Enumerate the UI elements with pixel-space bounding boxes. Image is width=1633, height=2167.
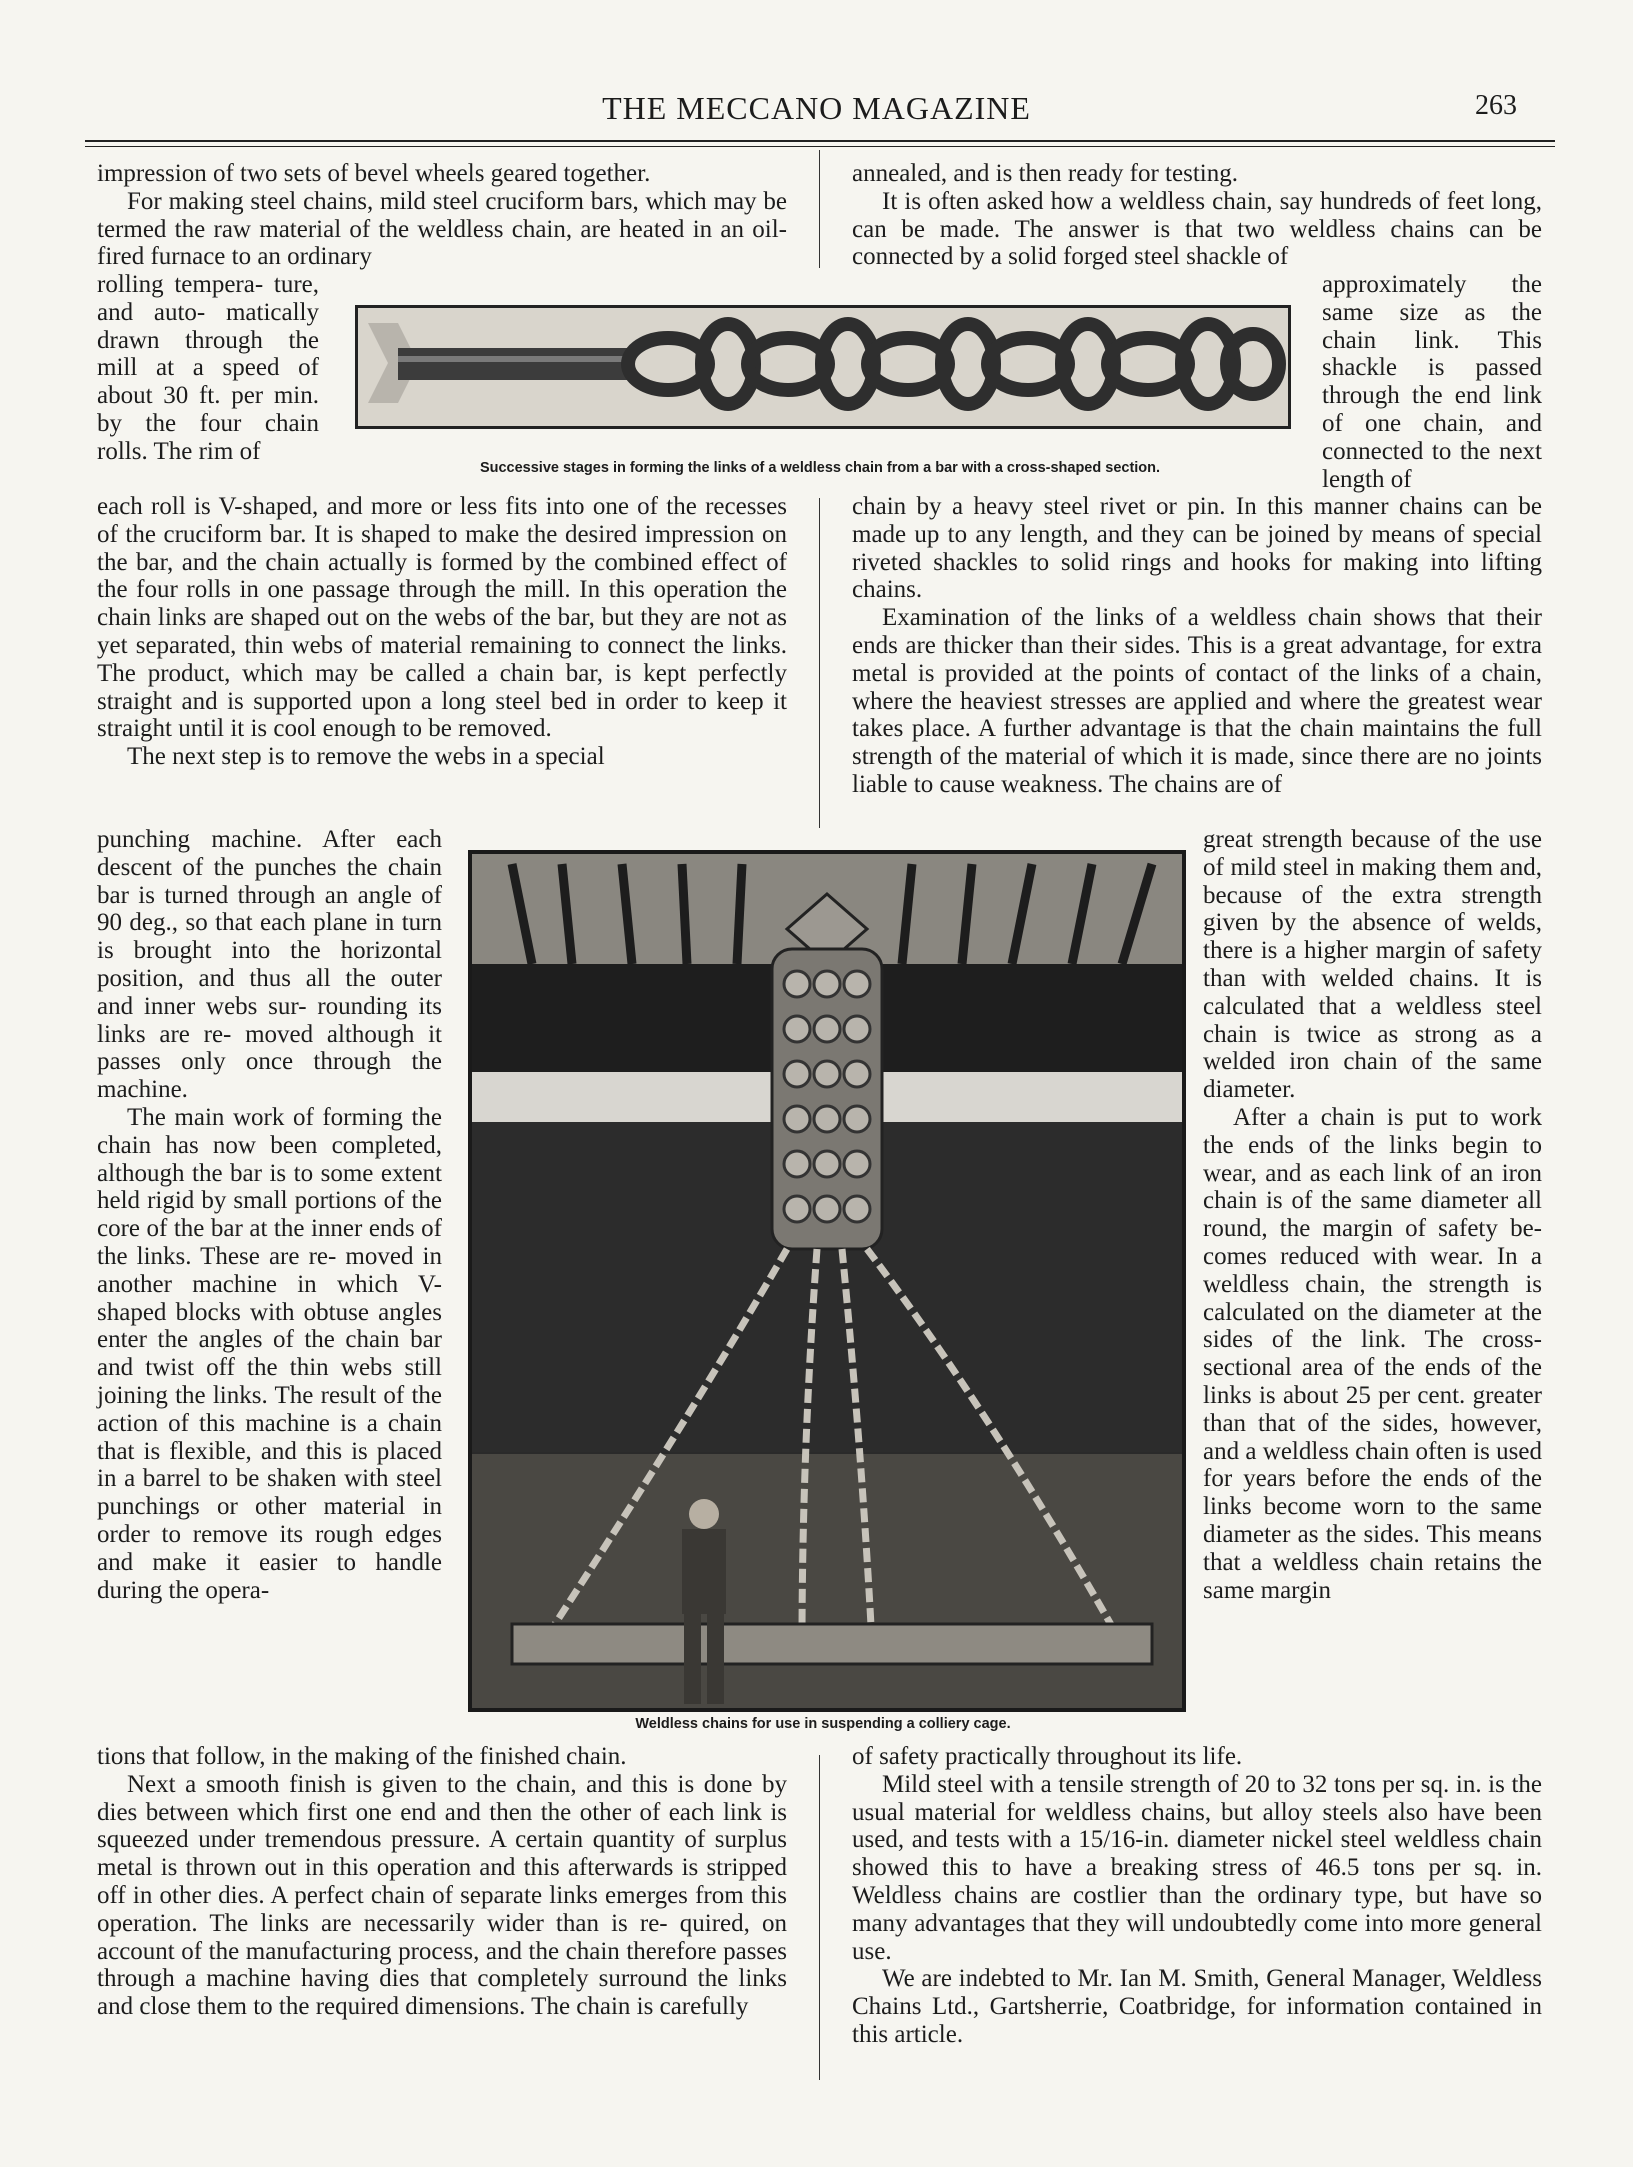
paragraph: annealed, and is then ready for testing. — [852, 160, 1238, 187]
paragraph: Mild steel with a tensile strength of 20 to 32 tons per sq. in. is the usual material for weldless chains, but alloy steels also have been used, and tests with a 15/16-in. diameter nickel steel weldless chain showed this to have a breaking stress of 46.5 tons per sq. in. Weldless chains are costlier than the ordinary type, but have so many advantages that they will undoubtedly come into more general use. — [852, 1770, 1542, 1965]
column-divider — [819, 150, 820, 268]
right-column-bottom — [852, 1743, 1542, 2049]
colliery-chain-photo — [468, 850, 1186, 1712]
paragraph: The main work of forming the chain has now been completed, although the bar is to some extent held rigid by small portions of the core of the bar at the inner ends of the links. These are re- moved in another machine in which V-shaped blocks with obtuse angles enter the angles of the chain bar and twist off the thin webs still joining the links. The result of the action of this machine is a chain that is flexible, and this is placed in a barrel to be shaken with steel punchings or other material in order to remove its rough edges and make it easier to handle during the opera- — [97, 1103, 442, 1604]
paragraph: punching machine. After each descent of the punches the chain bar is turned through an angle of 90 deg., so that each plane in turn is brought into the horizontal position, and thus all the outer and inner webs sur- rounding its links are re- moved although it passes only once through the machine. — [97, 826, 442, 1104]
paragraph: impression of two sets of bevel wheels geared together. — [97, 160, 651, 187]
paragraph: Examination of the links of a weldless chain shows that their ends are thicker than their sides. This is a great advantage, for extra metal is provided at the points of contact of the links of a chain, where the heaviest stresses are applied and where the greatest wear takes place. A further advantage is that the chain maintains the full strength of the material of which it is made, since there are no joints liable to cause weakness. The chains are of — [852, 604, 1542, 798]
colliery-chain-caption: Weldless chains for use in suspending a colliery cage. — [635, 1716, 1011, 1732]
paragraph: After a chain is put to work the ends of the links begin to wear, and as each link of an iron chain is of the same diameter all round, the margin of safety be- comes reduced with wear. In a weldless chain, the strength is calculated on the diameter at the sides of the link. The cross-sectional area of the ends of the links is about 25 per cent. greater than that of the sides, however, and a weldless chain often is used for years before the ends of the links become worn to the same diameter as the sides. This means that a weldless chain retains the same margin — [1203, 1103, 1542, 1604]
left-column-top — [97, 160, 787, 271]
header-rule — [85, 140, 1555, 142]
paragraph: of safety practically throughout its life. — [852, 1743, 1243, 1770]
column-divider — [819, 498, 820, 828]
right-column-top — [852, 160, 1542, 271]
chain-bar-photo — [355, 305, 1291, 429]
paragraph: approximately the same size as the chain link. This shackle is passed through the end link of one chain, and connected to the next length of — [1322, 271, 1542, 493]
page-number: 263 — [1475, 90, 1517, 121]
left-column-middle — [97, 493, 787, 771]
paragraph: rolling tempera- ture, and auto- matically drawn through the mill at a speed of about 30 ft. per min. by the four chain rolls. The rim of — [97, 271, 319, 465]
left-column-bottom — [97, 1743, 787, 2021]
left-wrap-text — [97, 271, 319, 466]
paragraph: chain by a heavy steel rivet or pin. In this manner chains can be made up to any length, and they can be joined by means of special riveted shackles to solid rings and hooks for making into lifting chains. — [852, 493, 1542, 604]
column-divider — [819, 1755, 820, 2080]
header-rule-thin — [85, 146, 1555, 147]
paragraph: tions that follow, in the making of the finished chain. — [97, 1743, 627, 1770]
paragraph: great strength because of the use of mild steel in making them and, because of the extra strength given by the absence of welds, there is a higher margin of safety than with welded chains. It is calculated that a weldless steel chain is twice as strong as a welded iron chain of the same diameter. — [1203, 826, 1542, 1104]
right-wrap-text-2 — [1203, 826, 1542, 1604]
paragraph: each roll is V-shaped, and more or less fits into one of the recesses of the cruciform bar. It is shaped to make the desired impression on the bar, and the chain actually is formed by the combined effect of the four rolls in one passage through the mill. In this operation the chain links are shaped out on the webs of the bar, but they are not as yet separated, thin webs of material remaining to connect the links. The product, which may be called a chain bar, is kept perfectly straight and is supported upon a long steel bed in order to keep it straight until it is cool enough to be removed. — [97, 493, 787, 743]
paragraph: Next a smooth finish is given to the chain, and this is done by dies between which first one end and then the other of each link is squeezed under tremendous pressure. A certain quantity of surplus metal is thrown out in this operation and this afterwards is stripped off in other dies. A perfect chain of separate links emerges from this operation. The links are necessarily wider than is re- quired, on account of the manufacturing process, and the chain therefore passes through a machine having dies that completely surround the links and close them to the required dimensions. The chain is carefully — [97, 1770, 787, 2021]
paragraph: For making steel chains, mild steel cruciform bars, which may be termed the raw material of the weldless chain, are heated in an oil-fired furnace to an ordinary — [97, 187, 787, 271]
paragraph: The next step is to remove the webs in a special — [127, 743, 605, 771]
chain-bar-caption: Successive stages in forming the links of a weldless chain from a bar with a cross-shaped section. — [479, 460, 1161, 476]
magazine-title: THE MECCANO MAGAZINE — [602, 90, 1031, 126]
paragraph: We are indebted to Mr. Ian M. Smith, General Manager, Weldless Chains Ltd., Gartsherrie, Coatbridge, for information contained in this article. — [852, 1965, 1542, 2048]
right-wrap-text — [1322, 271, 1542, 493]
left-wrap-text-2 — [97, 826, 442, 1604]
right-column-middle — [852, 493, 1542, 799]
paragraph: It is often asked how a weldless chain, say hundreds of feet long, can be made. The answer is that two weldless chains can be connected by a solid forged steel shackle of — [852, 187, 1542, 271]
